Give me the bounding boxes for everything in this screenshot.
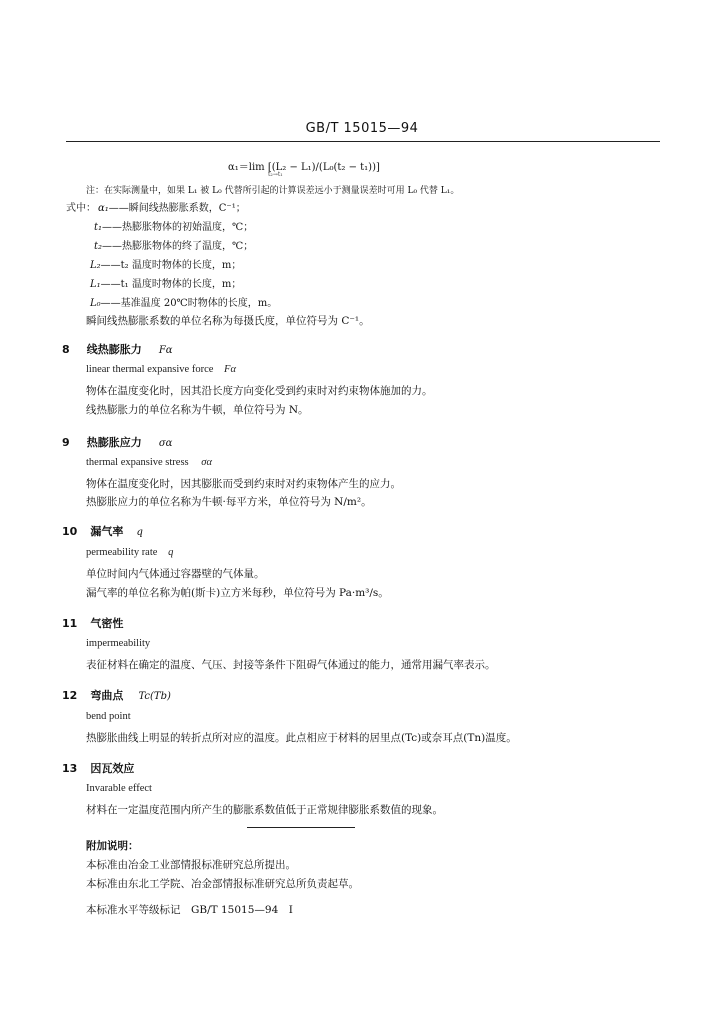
unit-line: 漏气率的单位名称为帕(斯卡)立方米每秒，单位符号为 Pa·m³/s。 — [86, 587, 389, 599]
english-term-text: linear thermal expansive force — [86, 364, 214, 375]
unit-statement: 瞬间线热膨胀系数的单位名称为每摄氏度，单位符号为 C⁻¹。 — [86, 315, 370, 327]
section-symbol: σα — [158, 438, 173, 449]
formula-limit-subscript: t₂→t₁ — [268, 171, 283, 178]
english-term — [86, 547, 173, 558]
definition-line: 表征材料在确定的温度、气压、封接等条件下阻碍气体通过的能力，通常用漏气率表示。 — [86, 659, 496, 671]
where-item — [94, 237, 253, 252]
section-number: 8 — [62, 343, 70, 356]
section-title: 漏气率 — [90, 525, 124, 538]
definition-line: 物体在温度变化时，因其沿长度方向变化受到约束时对约束物体施加的力。 — [86, 385, 433, 397]
english-term-text: thermal expansive stress — [86, 457, 189, 468]
where-item-symbol: t₂ — [94, 241, 103, 252]
where-item-symbol: L₂ — [90, 260, 101, 271]
where-item-symbol: t₁ — [94, 222, 103, 233]
where-item-text: ——热膨胀物体的初始温度，℃； — [102, 222, 254, 233]
definition-line: 单位时间内气体通过容器壁的气体量。 — [86, 568, 265, 580]
page-header-standard-number: GB/T 15015—94 — [305, 121, 419, 136]
english-term-text: Invarable effect — [86, 783, 152, 794]
section-symbol: Tc(Tb) — [138, 691, 171, 702]
measurement-note: 注：在实际测量中，如果 L₁ 被 L₀ 代替所引起的计算误差远小于测量误差时可用 L₀ 代替 L₁。 — [86, 186, 460, 196]
appendix-title: 附加说明： — [86, 840, 139, 852]
section-heading — [62, 757, 134, 776]
where-item — [90, 256, 241, 271]
where-item — [94, 218, 253, 233]
section-heading — [62, 520, 143, 539]
section-heading — [62, 338, 173, 357]
appendix-line: 本标准由冶金工业部情报标准研究总所提出。 — [86, 859, 296, 871]
where-item — [90, 275, 241, 290]
section-title: 弯曲点 — [90, 689, 124, 702]
english-term-symbol: q — [168, 547, 174, 558]
english-term — [86, 638, 150, 649]
section-heading — [62, 431, 172, 450]
english-term — [86, 364, 236, 375]
section-heading — [62, 684, 171, 703]
section-title: 气密性 — [90, 617, 124, 630]
section-title: 因瓦效应 — [90, 762, 135, 775]
english-term — [86, 711, 131, 722]
english-term-symbol: σα — [201, 457, 212, 468]
where-item-text: ——热膨胀物体的终了温度，℃； — [102, 241, 254, 252]
english-term-text: impermeability — [86, 638, 151, 649]
header-divider — [66, 141, 660, 142]
standard-level-mark: 本标准水平等级标记 GB/T 15015—94 I — [86, 904, 293, 916]
where-item — [98, 199, 246, 214]
formula-main: α₁＝lim [(L₂ − L₁)/(L₀(t₂ − t₁))] — [228, 162, 380, 173]
section-title: 线热膨胀力 — [86, 343, 142, 356]
where-item-text: ——t₁ 温度时物体的长度，m； — [100, 279, 242, 290]
section-symbol: q — [136, 527, 143, 538]
english-term-text: permeability rate — [86, 547, 158, 558]
unit-line: 线热膨胀力的单位名称为牛顿，单位符号为 N。 — [86, 404, 309, 416]
where-item-symbol: L₀ — [90, 298, 101, 309]
where-lead: 式中： — [66, 203, 96, 214]
section-number: 10 — [62, 525, 78, 538]
english-term — [86, 457, 212, 468]
where-item-text: ——t₂ 温度时物体的长度，m； — [100, 260, 242, 271]
where-item — [90, 294, 277, 309]
section-number: 13 — [62, 762, 78, 775]
english-term-text: bend point — [86, 711, 131, 722]
section-heading — [62, 612, 123, 631]
section-number: 9 — [62, 436, 70, 449]
end-divider — [247, 827, 355, 828]
definition-line: 物体在温度变化时，因其膨胀而受到约束时对约束物体产生的应力。 — [86, 478, 401, 490]
where-item-symbol: L₁ — [90, 279, 101, 290]
section-number: 12 — [62, 689, 78, 702]
section-symbol: Fα — [158, 345, 173, 356]
where-item-symbol: α₁ — [98, 203, 109, 214]
appendix-line: 本标准由东北工学院、冶金部情报标准研究总所负责起草。 — [86, 878, 359, 890]
where-item-text: ——基准温度 20℃时物体的长度，m。 — [100, 298, 278, 309]
english-term — [86, 783, 152, 794]
where-item-text: ——瞬间线热膨胀系数，C⁻¹； — [108, 203, 246, 214]
section-number: 11 — [62, 617, 78, 630]
english-term-symbol: Fα — [224, 364, 236, 375]
definition-line: 热膨胀曲线上明显的转折点所对应的温度。此点相应于材料的居里点(Tc)或奈耳点(Tn)温度。 — [86, 732, 517, 744]
definition-line: 材料在一定温度范围内所产生的膨胀系数值低于正常规律膨胀系数值的现象。 — [86, 804, 443, 816]
unit-line: 热膨胀应力的单位名称为牛顿·每平方米，单位符号为 N/m²。 — [86, 496, 372, 508]
section-title: 热膨胀应力 — [86, 436, 142, 449]
